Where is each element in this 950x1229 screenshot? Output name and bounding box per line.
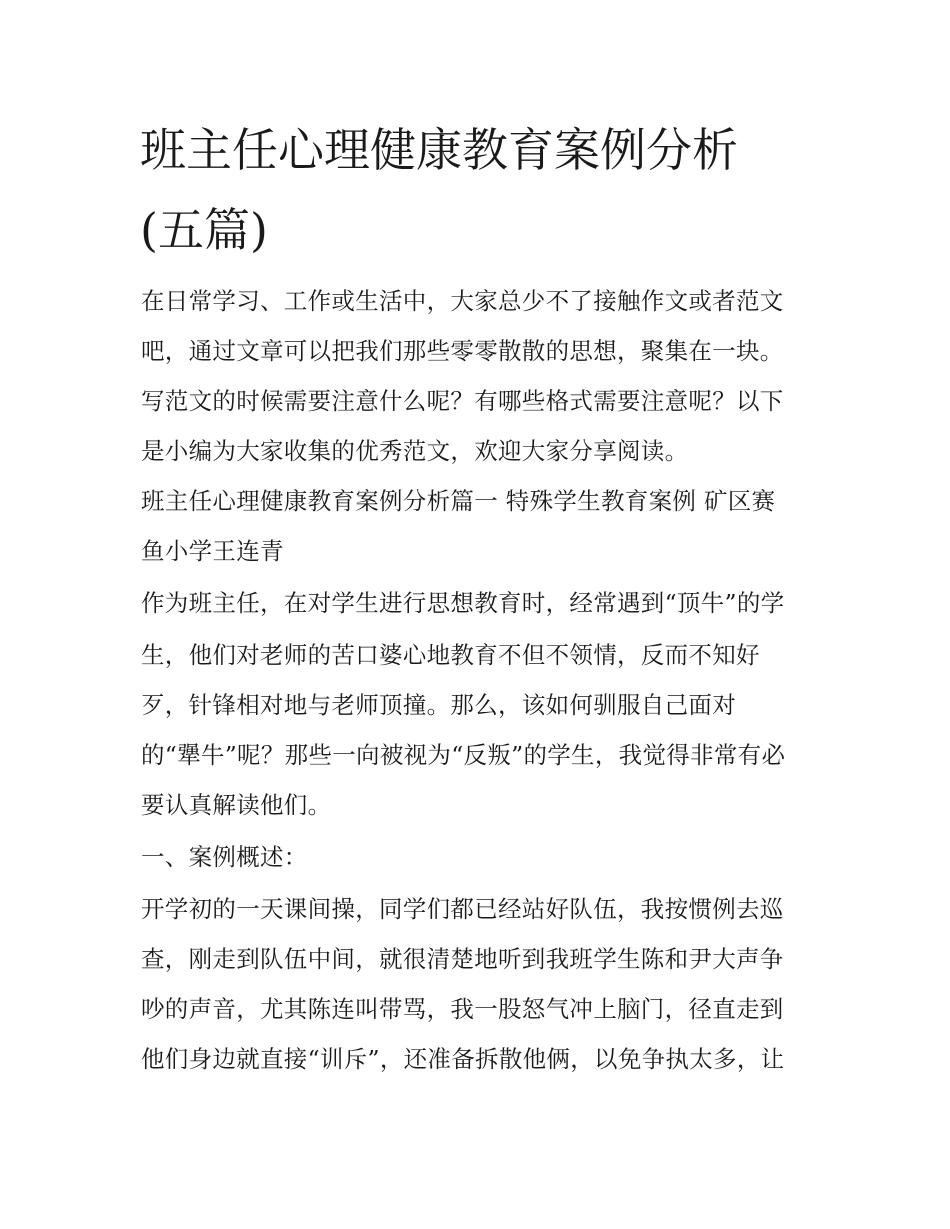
body-text-line: 在日常学习、工作或生活中，大家总少不了接触作文或者范文 [141, 287, 784, 315]
body-text-line: 他们身边就直接“训斥”，还准备拆散他俩，以免争执太多，让 [141, 1045, 785, 1073]
body-text-line: 写范文的时候需要注意什么呢？有哪些格式需要注意呢？以下 [141, 387, 784, 415]
body-text-line: 作为班主任，在对学生进行思想教育时，经常遇到“顶牛”的学 [141, 589, 785, 617]
body-text-line: 是小编为大家收集的优秀范文，欢迎大家分享阅读。 [141, 437, 689, 465]
body-text-line: 吵的声音，尤其陈连叫带骂，我一股怒气冲上脑门，径直走到 [141, 995, 784, 1023]
section-heading-line: 一、案例概述： [141, 843, 308, 871]
body-text-line: 的“犟牛”呢？那些一向被视为“反叛”的学生，我觉得非常有必 [141, 741, 786, 769]
body-text-line: 吧，通过文章可以把我们那些零零散散的思想，聚集在一块。 [141, 337, 784, 365]
body-text-line: 生，他们对老师的苦口婆心地教育不但不领情，反而不知好 [141, 641, 760, 669]
body-text-line: 歹，针锋相对地与老师顶撞。那么，该如何驯服自己面对 [141, 691, 736, 719]
document-title: 班主任心理健康教育案例分析 [140, 123, 738, 177]
document-title-subtitle: (五篇) [140, 203, 268, 257]
section-heading-line: 鱼小学王连青 [141, 537, 284, 565]
body-text-line: 要认真解读他们。 [141, 791, 332, 819]
body-text-line: 查，刚走到队伍中间，就很清楚地听到我班学生陈和尹大声争 [141, 945, 784, 973]
section-heading-line: 班主任心理健康教育案例分析篇一 特殊学生教育案例 矿区赛 [141, 487, 776, 515]
body-text-line: 开学初的一天课间操，同学们都已经站好队伍，我按惯例去巡 [141, 895, 784, 923]
